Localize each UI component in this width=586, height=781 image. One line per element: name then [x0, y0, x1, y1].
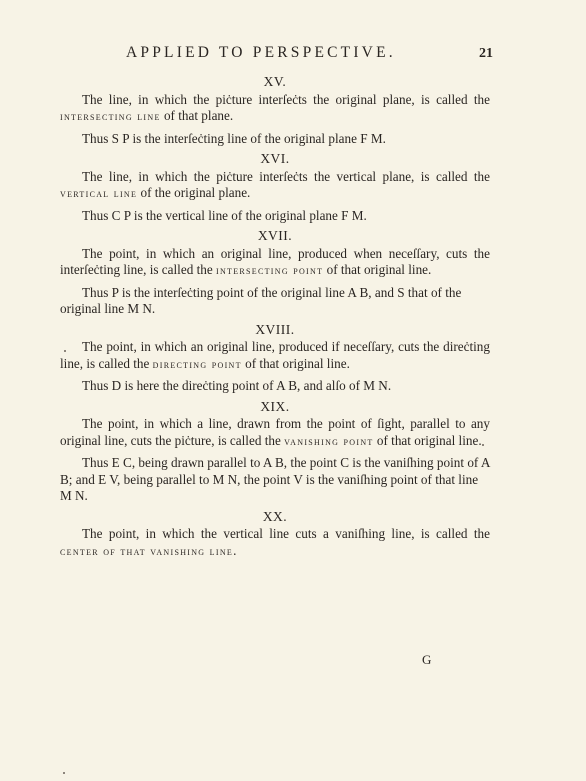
- definition-paragraph: [60, 169, 490, 202]
- example-paragraph: Thus S P is the interſeċting line of the original plane F M.: [82, 130, 386, 146]
- body-text: [60, 74, 490, 565]
- definition-paragraph: [60, 92, 490, 125]
- section-numeral: XV.: [263, 74, 287, 89]
- section-numeral: XVII.: [257, 228, 293, 243]
- section-numeral: XX.: [262, 508, 288, 524]
- example-paragraph: Thus P is the interſeċting point of the original line A B, and S that of the original line M N.: [60, 284, 462, 316]
- defined-term: directing point: [152, 356, 242, 371]
- example-paragraph: Thus C P is the vertical line of the original plane F M.: [82, 207, 367, 223]
- defined-term: intersecting line: [60, 109, 161, 123]
- definition-text: of that original line.: [241, 355, 350, 371]
- section-numeral: XVIII.: [255, 321, 295, 337]
- example-paragraph: Thus D is here the direċting point of A B, and alſo of M N.: [82, 378, 392, 393]
- definition-text: .: [233, 542, 237, 558]
- section-xvi: [60, 151, 490, 224]
- definition-text: of that original line.: [323, 262, 432, 277]
- defined-term: vertical line: [60, 186, 138, 200]
- section-numeral: XIX.: [260, 398, 290, 414]
- definition-text: of that original line.: [373, 432, 482, 448]
- definition-paragraph: [60, 416, 490, 449]
- section-xvii: [60, 228, 490, 318]
- defined-term: center of that vanishing line: [60, 543, 234, 558]
- definition-paragraph: [60, 246, 490, 279]
- definition-text: The point, in which an original line, produced when neceſſary, cuts the interſeċting line, is called the: [60, 245, 490, 277]
- paper-speck: [64, 350, 66, 352]
- section-xviii: [60, 322, 490, 395]
- definition-text: of that plane.: [160, 108, 234, 123]
- definition-paragraph: [60, 339, 490, 372]
- example-paragraph: Thus E C, being drawn parallel to A B, the point C is the vaniſhing point of A B; and E V, being parallel to M N, the point V is the vaniſhing point of that line M N.: [60, 455, 490, 503]
- definition-text: of the original plane.: [137, 185, 251, 200]
- section-numeral: XVI.: [260, 151, 290, 166]
- definition-text: The line, in which the piċture interſeċts the original plane, is called the: [82, 91, 490, 107]
- definition-text: The point, in which an original line, produced if neceſſary, cuts the direċting line, is called the: [60, 339, 490, 371]
- page-number: 21: [479, 46, 493, 61]
- defined-term: intersecting point: [216, 263, 324, 277]
- section-xx: [60, 509, 490, 560]
- paper-speck: [482, 444, 484, 446]
- running-head: APPLIED TO PERSPECTIVE.: [126, 44, 396, 61]
- page-header: [0, 44, 586, 68]
- definition-text: The line, in which the piċture interſeċts the vertical plane, is called the: [82, 168, 490, 184]
- paper-speck: [63, 772, 65, 774]
- signature-mark: G: [422, 652, 432, 667]
- section-xv: [60, 74, 490, 147]
- defined-term: vanishing point: [284, 433, 374, 448]
- section-xix: [60, 399, 490, 505]
- definition-paragraph: [60, 526, 490, 559]
- definition-text: The point, in which a line, drawn from the point of ſight, parallel to any original line, cuts the piċture, is called the: [60, 416, 490, 448]
- definition-text: The point, in which the vertical line cuts a vaniſhing line, is called the: [82, 526, 490, 541]
